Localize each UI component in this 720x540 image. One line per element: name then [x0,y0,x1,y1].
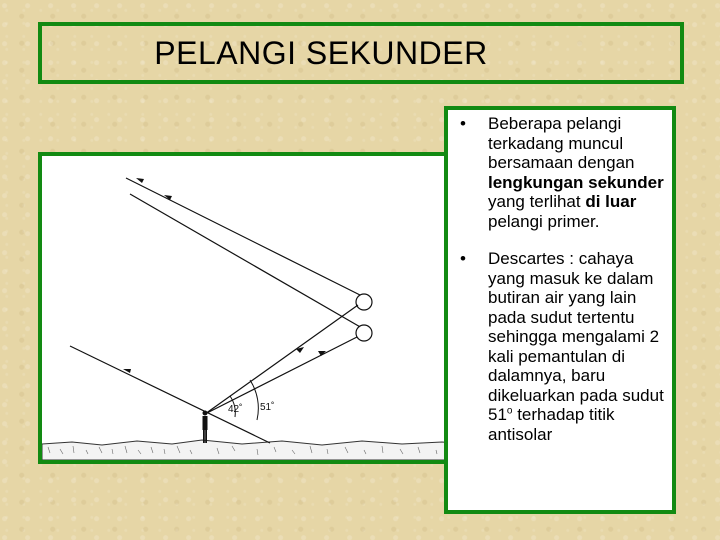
angle-label-51: 51˚ [260,402,275,413]
emergent-ray-upper [205,305,358,414]
rainbow-diagram-svg [42,156,454,460]
bullet-item [454,114,666,231]
observer-figure [203,411,208,444]
bullet-text: terhadap titik antisolar [488,405,615,444]
droplet-lower [356,325,372,341]
bullet-text: pelangi primer. [488,211,600,231]
title-frame [38,22,684,84]
droplet-upper [356,294,372,310]
incident-ray-1 [126,178,364,297]
angle-label-42: 42˚ [228,404,243,415]
ray-arrow-1 [136,178,144,183]
ground [42,440,454,460]
bullet-emphasis: lengkungan sekunder [488,172,664,192]
bullet-item [454,249,666,444]
emergent-ray-lower [205,337,357,414]
bullet-list [454,114,666,444]
bullet-text: Beberapa pelangi terkadang muncul bersamaan dengan [488,114,635,172]
bullet-text: Descartes : cahaya yang masuk ke dalam butiran air yang lain pada sudut tertentu sehingga mengalami 2 kali pemantulan di dalamnya, baru dikeluarkan pada sudut 51 [488,249,664,424]
incident-ray-2 [130,194,362,328]
antisolar-line [70,346,270,443]
slide-title: PELANGI SEKUNDER [154,34,488,71]
arc-51 [250,380,258,420]
rainbow-diagram [38,152,458,464]
bullet-text: yang terlihat [488,192,586,211]
explanation-panel [444,106,676,514]
bullet-emphasis: di luar [585,192,637,211]
degree-superscript: o [506,405,513,417]
